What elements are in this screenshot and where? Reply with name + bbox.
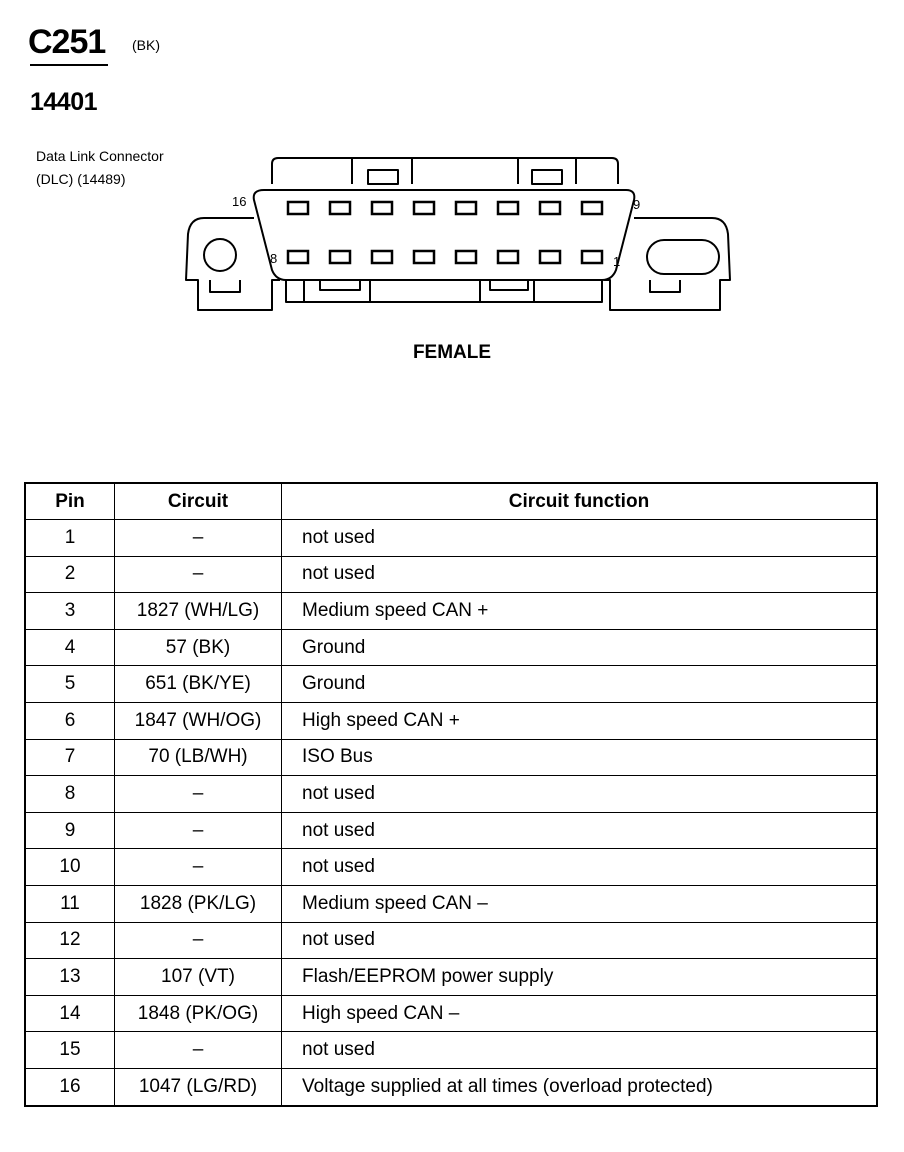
connector-color: (BK) <box>132 37 160 53</box>
pin-cell: 5 <box>25 666 115 703</box>
pin-cell: 16 <box>25 1068 115 1105</box>
connector-face-diagram <box>180 150 740 325</box>
table-row <box>25 666 877 703</box>
pin-cell: 8 <box>25 776 115 813</box>
circuit-cell: – <box>115 556 282 593</box>
table-row <box>25 776 877 813</box>
header-circuit-function: Circuit function <box>282 483 878 520</box>
table-row <box>25 812 877 849</box>
circuit-cell: 107 (VT) <box>115 959 282 996</box>
function-cell: Ground <box>282 666 878 703</box>
table-row <box>25 629 877 666</box>
table-row <box>25 849 877 886</box>
function-cell: not used <box>282 556 878 593</box>
function-cell: not used <box>282 849 878 886</box>
circuit-cell: – <box>115 1032 282 1069</box>
connector-gender-label: FEMALE <box>412 342 492 363</box>
table-row <box>25 885 877 922</box>
circuit-cell: 1047 (LG/RD) <box>115 1068 282 1105</box>
table-row <box>25 593 877 630</box>
pin-cell: 15 <box>25 1032 115 1069</box>
pin-cell: 13 <box>25 959 115 996</box>
function-cell: not used <box>282 922 878 959</box>
circuit-cell: – <box>115 849 282 886</box>
table-header-row <box>25 483 877 520</box>
function-cell: High speed CAN + <box>282 702 878 739</box>
circuit-cell: – <box>115 922 282 959</box>
pin-label-9: 9 <box>633 197 641 212</box>
function-cell: not used <box>282 812 878 849</box>
circuit-cell: – <box>115 520 282 557</box>
table-row <box>25 702 877 739</box>
part-number: 14401 <box>30 88 98 116</box>
table-row <box>25 1068 877 1105</box>
function-cell: Flash/EEPROM power supply <box>282 959 878 996</box>
circuit-cell: 1828 (PK/LG) <box>115 885 282 922</box>
function-cell: Medium speed CAN – <box>282 885 878 922</box>
circuit-cell: 57 (BK) <box>115 629 282 666</box>
pin-label-8: 8 <box>270 251 278 266</box>
table-row <box>25 959 877 996</box>
circuit-cell: 651 (BK/YE) <box>115 666 282 703</box>
circuit-cell: – <box>115 776 282 813</box>
pin-cell: 12 <box>25 922 115 959</box>
connector-description-line2: (DLC) (14489) <box>36 171 126 187</box>
function-cell: ISO Bus <box>282 739 878 776</box>
function-cell: not used <box>282 1032 878 1069</box>
circuit-cell: 1848 (PK/OG) <box>115 995 282 1032</box>
table-row <box>25 922 877 959</box>
function-cell: not used <box>282 776 878 813</box>
pin-cell: 7 <box>25 739 115 776</box>
pin-cell: 4 <box>25 629 115 666</box>
pin-label-1: 1 <box>613 254 621 269</box>
pin-label-16: 16 <box>232 194 247 209</box>
pin-cell: 3 <box>25 593 115 630</box>
function-cell: not used <box>282 520 878 557</box>
function-cell: High speed CAN – <box>282 995 878 1032</box>
table-row <box>25 995 877 1032</box>
connector-id: C251 <box>28 23 106 61</box>
header-circuit: Circuit <box>115 483 282 520</box>
connector-id-underline <box>30 64 108 66</box>
table-row <box>25 556 877 593</box>
pin-cell: 6 <box>25 702 115 739</box>
pinout-table <box>24 482 878 1107</box>
function-cell: Voltage supplied at all times (overload protected) <box>282 1068 878 1105</box>
pin-cell: 14 <box>25 995 115 1032</box>
pinout-table-body <box>25 520 877 1106</box>
pin-cell: 10 <box>25 849 115 886</box>
table-row <box>25 1032 877 1069</box>
function-cell: Medium speed CAN + <box>282 593 878 630</box>
pin-cell: 1 <box>25 520 115 557</box>
table-row <box>25 520 877 557</box>
circuit-cell: 1847 (WH/OG) <box>115 702 282 739</box>
pin-cell: 2 <box>25 556 115 593</box>
circuit-cell: – <box>115 812 282 849</box>
circuit-cell: 70 (LB/WH) <box>115 739 282 776</box>
connector-description-line1: Data Link Connector <box>36 148 164 164</box>
pin-cell: 9 <box>25 812 115 849</box>
circuit-cell: 1827 (WH/LG) <box>115 593 282 630</box>
table-row <box>25 739 877 776</box>
header-pin: Pin <box>25 483 115 520</box>
pin-cell: 11 <box>25 885 115 922</box>
function-cell: Ground <box>282 629 878 666</box>
